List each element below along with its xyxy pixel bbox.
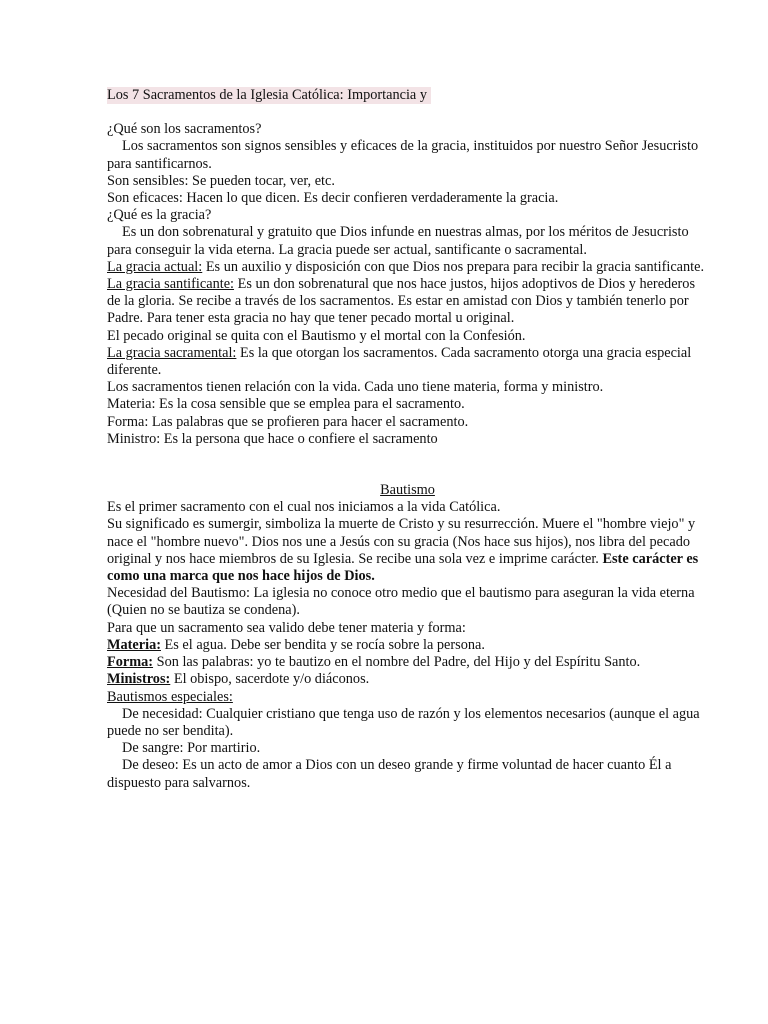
- text-gracia-actual: Es un auxilio y disposición con que Dios nos prepara para recibir la gracia santificante.: [202, 258, 705, 275]
- paragraph-forma: [107, 654, 708, 671]
- paragraph-de-necesidad: De necesidad: Cualquier cristiano que tenga uso de razón y los elementos necesarios (aunque el agua puede no ser bendita).: [107, 705, 700, 739]
- text-materia: Es el agua. Debe ser bendita y se rocía sobre la persona.: [160, 636, 485, 653]
- paragraph-ministros: [107, 671, 708, 688]
- label-bautismos-especiales: Bautismos especiales:: [107, 688, 233, 705]
- line-sensibles: Son sensibles: Se pueden tocar, ver, etc.: [107, 172, 335, 189]
- line-primer-sacramento: Es el primer sacramento con el cual nos iniciamos a la vida Católica.: [107, 499, 501, 516]
- label-gracia-sacramental: La gracia sacramental:: [107, 344, 237, 361]
- line-valido: Para que un sacramento sea valido debe tener materia y forma:: [107, 619, 466, 636]
- line-relacion-vida: Los sacramentos tienen relación con la vida. Cada uno tiene materia, forma y ministro.: [107, 379, 604, 396]
- heading-bautismo: Bautismo: [380, 482, 435, 499]
- line-materia: Materia: Es la cosa sensible que se emplea para el sacramento.: [107, 396, 465, 413]
- question-sacramentos: ¿Qué son los sacramentos?: [107, 121, 262, 138]
- text-forma: Son las palabras: yo te bautizo en el nombre del Padre, del Hijo y del Espíritu Santo.: [153, 654, 641, 671]
- question-gracia: ¿Qué es la gracia?: [107, 207, 212, 224]
- label-gracia-santificante: La gracia santificante:: [107, 276, 235, 293]
- line-forma: Forma: Las palabras que se profieren para hacer el sacramento.: [107, 413, 469, 430]
- paragraph-gracia-santificante: [107, 276, 708, 328]
- line-pecado-original: El pecado original se quita con el Bautismo y el mortal con la Confesión.: [107, 327, 526, 344]
- paragraph-significado: [107, 516, 708, 585]
- label-materia: Materia:: [107, 636, 161, 653]
- text-caracter-bold: Este carácter es como una marca que nos hace hijos de Dios.: [107, 550, 699, 585]
- paragraph-de-deseo: De deseo: Es un acto de amor a Dios con un deseo grande y firme voluntad de hacer cuanto Él a dispuesto para salvarnos.: [107, 757, 672, 791]
- paragraph-gracia-actual: [107, 259, 708, 276]
- paragraph-necesidad: Necesidad del Bautismo: La iglesia no conoce otro medio que el bautismo para aseguran la vida eterna (Quien no se bautiza se condena).: [107, 585, 695, 619]
- bautismo-section: [107, 482, 708, 792]
- label-gracia-actual: La gracia actual:: [107, 258, 203, 275]
- text-ministros: El obispo, sacerdote y/o diáconos.: [170, 671, 370, 688]
- label-ministros: Ministros:: [107, 671, 171, 688]
- text-gracia-santificante: Es un don sobrenatural que nos hace justos, hijos adoptivos de Dios y herederos de la gloria. Se recibe a través de los sacramentos. Es estar en amistad con Dios y también tenerlo por Padre. Para tener esta gracia no hay que tener pecado mortal u original.: [107, 276, 696, 327]
- text-significado: Su significado es sumergir, simboliza la muerte de Cristo y su resurrección. Muere el "hombre viejo" y nace el "hombre nuevo". Dios nos une a Jesús con su gracia (Nos hace sus hijos), nos libra del pecado original y nos hace miembros de su Iglesia. Se recibe una sola vez e imprime carácter.: [107, 516, 696, 567]
- intro-section: [107, 121, 708, 448]
- document-title: Los 7 Sacramentos de la Iglesia Católica: Importancia y: [107, 87, 431, 104]
- label-forma: Forma:: [107, 654, 154, 671]
- line-de-sangre: De sangre: Por martirio.: [122, 740, 261, 757]
- paragraph-gracia-definition: Es un don sobrenatural y gratuito que Dios infunde en nuestras almas, por los méritos de Jesucristo para conseguir la vida eterna. La gracia puede ser actual, santificante o sacramental.: [107, 224, 689, 258]
- paragraph-sacramentos-definition: Los sacramentos son signos sensibles y eficaces de la gracia, instituidos por nuestro Señor Jesucristo para santificarnos.: [107, 138, 699, 172]
- paragraph-gracia-sacramental: [107, 345, 708, 379]
- line-eficaces: Son eficaces: Hacen lo que dicen. Es decir confieren verdaderamente la gracia.: [107, 190, 559, 207]
- line-ministro: Ministro: Es la persona que hace o confiere el sacramento: [107, 430, 438, 447]
- paragraph-materia: [107, 637, 708, 654]
- text-gracia-sacramental: Es la que otorgan los sacramentos. Cada sacramento otorga una gracia especial diferente.: [107, 344, 692, 379]
